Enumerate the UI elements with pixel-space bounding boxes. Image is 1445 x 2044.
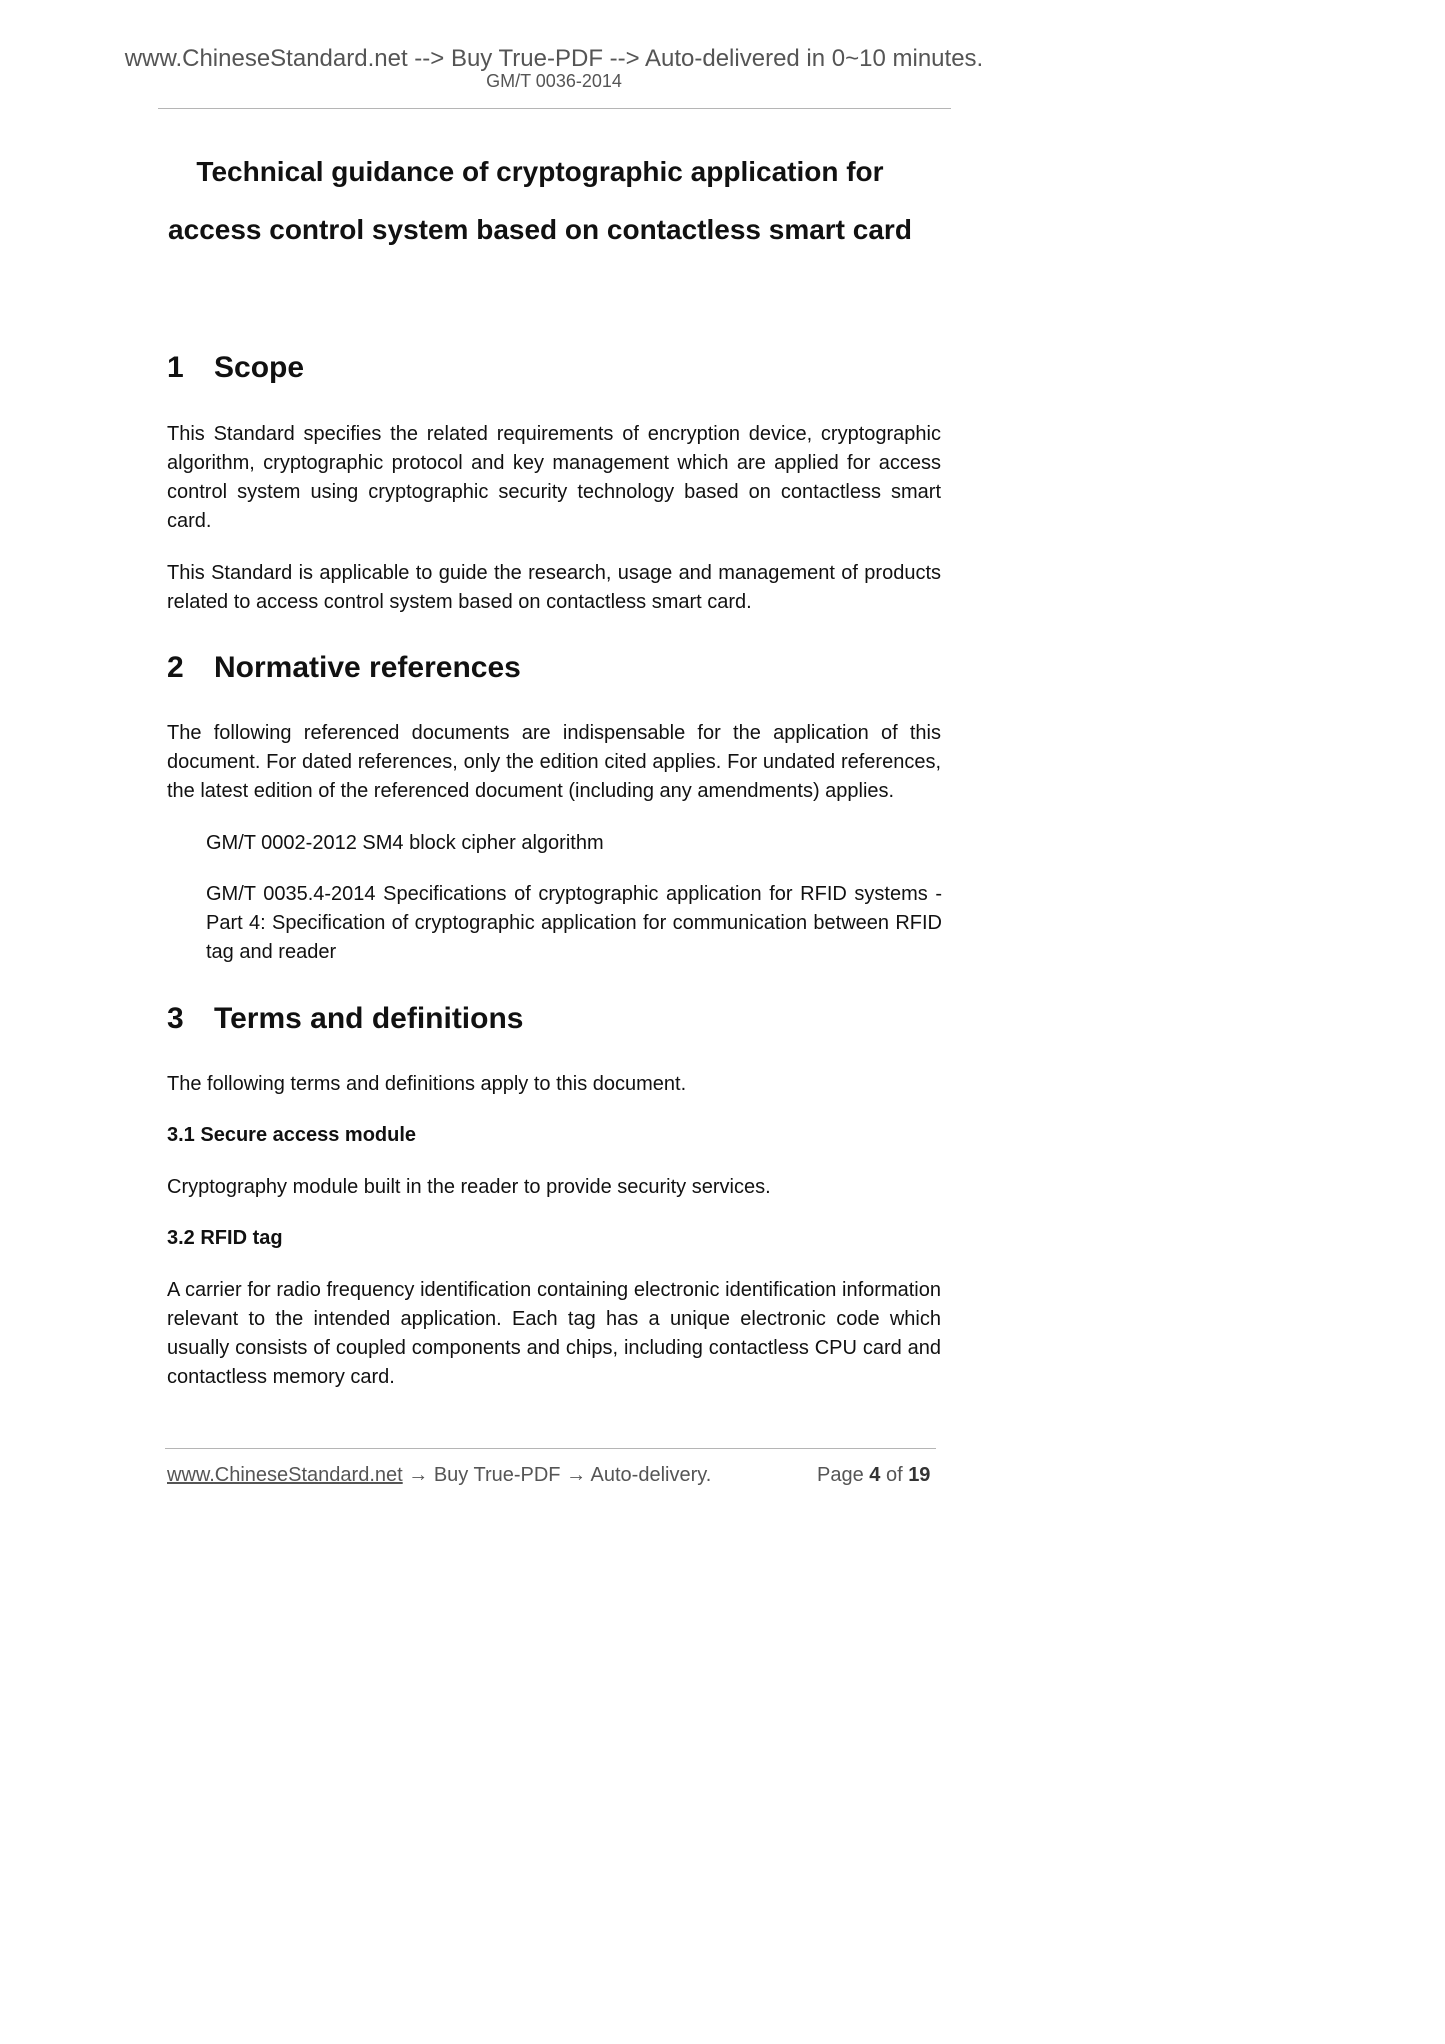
header-banner: www.ChineseStandard.net --> Buy True-PDF --> Auto-delivered in 0~10 minutes. [124, 45, 984, 72]
footer-promo [167, 1462, 711, 1488]
section-title: Terms and definitions [214, 1002, 524, 1035]
page-label: Page [817, 1464, 870, 1486]
reference-item-1: GM/T 0002-2012 SM4 block cipher algorithm [206, 832, 604, 854]
term-heading-rfid-tag: 3.2 RFID tag [167, 1227, 283, 1249]
section-number: 1 [167, 351, 184, 384]
document-title-line2: access control system based on contactless smart card [168, 214, 912, 245]
scope-paragraph-1: This Standard specifies the related requirements of encryption device, cryptographic algorithm, cryptographic protocol and key management which are applied for access control system using cryptographic security technology based on contactless smart card. [167, 423, 941, 532]
footer-site-link[interactable]: www.ChineseStandard.net [167, 1464, 403, 1486]
section-title: Normative references [214, 651, 521, 684]
reference-item-2: GM/T 0035.4-2014 Specifications of cryptographic application for RFID systems - Part 4: Specification of cryptographic application for communication between RFID tag and reader [206, 883, 942, 963]
section-title: Scope [214, 351, 305, 384]
section-heading-normative-references [167, 650, 521, 686]
header-divider [158, 108, 951, 109]
section-heading-scope [167, 350, 304, 386]
normative-paragraph: The following referenced documents are indispensable for the application of this document. For dated references, only the edition cited applies. For undated references, the latest edition of the referenced document (including any amendments) applies. [167, 722, 941, 802]
page-total: 19 [908, 1464, 931, 1486]
scope-paragraph-2: This Standard is applicable to guide the research, usage and management of products related to access control system based on contactless smart card. [167, 562, 941, 613]
section-heading-terms [167, 1001, 523, 1037]
page-of: of [880, 1464, 909, 1486]
page-current: 4 [869, 1464, 881, 1486]
footer-promo-text: → Buy True-PDF → Auto-delivery. [402, 1464, 712, 1486]
page-number [817, 1462, 930, 1488]
footer-divider [165, 1448, 936, 1449]
document-title-line1: Technical guidance of cryptographic application for [196, 156, 884, 187]
section-number: 3 [167, 1002, 184, 1035]
section-number: 2 [167, 651, 184, 684]
standard-code: GM/T 0036-2014 [486, 71, 622, 91]
term-definition-secure-access-module: Cryptography module built in the reader to provide security services. [167, 1176, 771, 1198]
terms-intro: The following terms and definitions apply to this document. [167, 1073, 687, 1095]
term-heading-secure-access-module: 3.1 Secure access module [167, 1124, 417, 1146]
term-definition-rfid-tag: A carrier for radio frequency identification containing electronic identification information relevant to the intended application. Each tag has a unique electronic code which usually consists of coupled components and chips, including contactless CPU card and contactless memory card. [167, 1279, 941, 1388]
